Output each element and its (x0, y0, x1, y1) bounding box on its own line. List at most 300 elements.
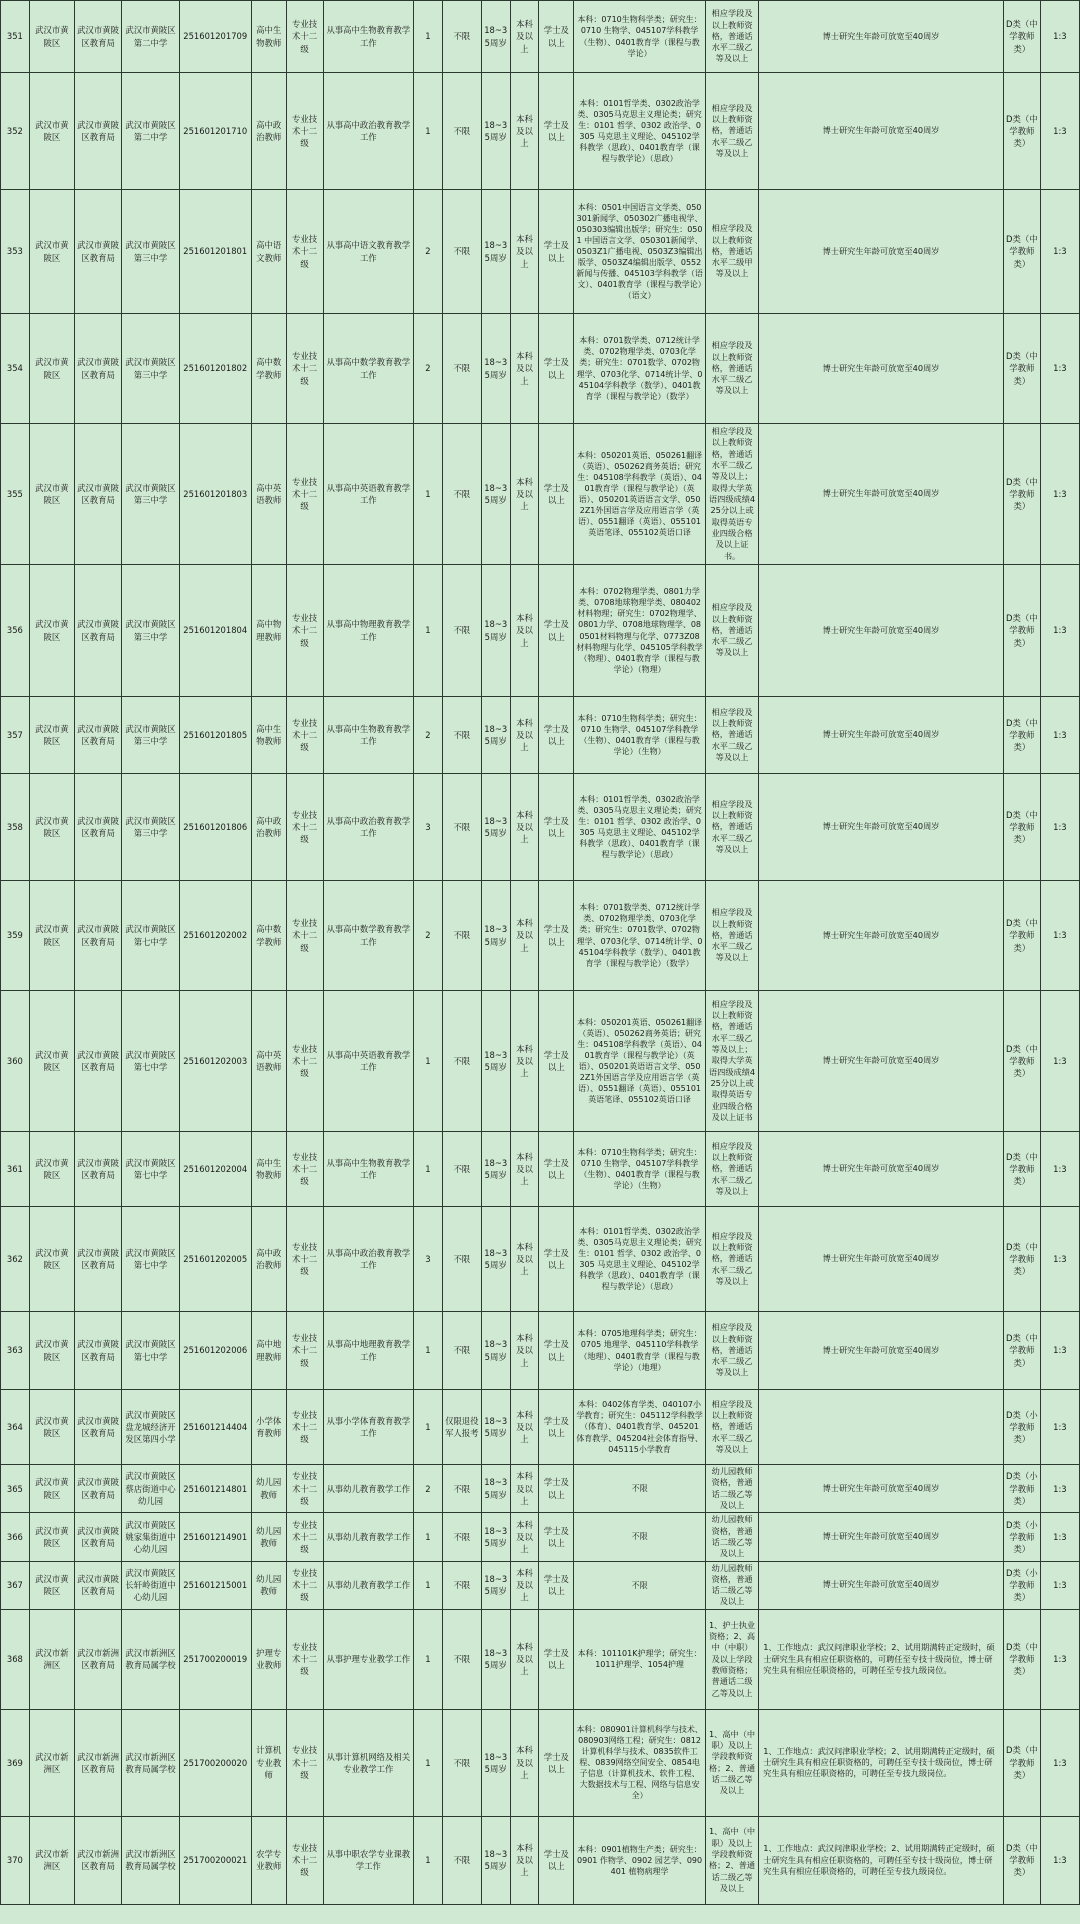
employer-unit-cell: 武汉市黄陂区第二中学 (122, 1, 180, 73)
qualification-cell: 相应学段及以上教师资格，普通话水平二级乙等及以上 (705, 881, 758, 991)
qualification-cell: 相应学段及以上教师资格，普通话水平二级乙等及以上；取得大学英语四级成绩425分以上或取得英语专业四级合格及以上证书 (705, 991, 758, 1132)
employer-unit-cell: 武汉市黄陂区第三中学 (122, 565, 180, 697)
education-requirement-cell: 本科及以上 (510, 1561, 539, 1609)
employer-unit-cell: 武汉市黄陂区第七中学 (122, 991, 180, 1132)
job-duty-cell: 从事高中地理教育教学工作 (323, 1312, 413, 1390)
job-duty-cell: 从事高中语文教育教学工作 (323, 190, 413, 314)
remarks-cell: 博士研究生年龄可放宽至40周岁 (759, 774, 1004, 881)
exam-category-cell: D类（中学教师类） (1003, 1, 1040, 73)
position-code-cell: 251601201805 (179, 697, 251, 774)
education-requirement-cell: 本科及以上 (510, 565, 539, 697)
table-row (1, 1513, 1080, 1561)
position-code-cell: 251601214901 (179, 1513, 251, 1561)
position-name-cell: 小学体育教师 (251, 1390, 286, 1465)
headcount-cell: 1 (414, 565, 443, 697)
employer-unit-cell: 武汉市黄陂区第三中学 (122, 190, 180, 314)
job-duty-cell: 从事幼儿教育教学工作 (323, 1465, 413, 1513)
headcount-cell: 1 (414, 1561, 443, 1609)
department-cell: 武汉市黄陂区教育局 (74, 774, 121, 881)
row-number-cell: 360 (1, 991, 30, 1132)
department-cell: 武汉市黄陂区教育局 (74, 697, 121, 774)
headcount-cell: 1 (414, 1132, 443, 1207)
interview-ratio-cell: 1:3 (1040, 565, 1079, 697)
remarks-cell: 1、工作地点：武汉问津职业学校；2、试用期满转正定级时，硕士研究生具有相应任职资格的，可聘任至专技十级岗位，博士研究生具有相应任职资格的，可聘任至专技九级岗位。 (759, 1816, 1004, 1904)
interview-ratio-cell: 1:3 (1040, 1561, 1079, 1609)
row-number-cell: 353 (1, 190, 30, 314)
position-level-cell: 专业技术十二级 (286, 565, 323, 697)
degree-requirement-cell: 学士及以上 (539, 1207, 574, 1312)
education-requirement-cell: 本科及以上 (510, 991, 539, 1132)
region-cell: 武汉市黄陂区 (29, 565, 74, 697)
department-cell: 武汉市黄陂区教育局 (74, 190, 121, 314)
table-row (1, 565, 1080, 697)
major-requirement-cell: 本科：0101哲学类、0302政治学类、0305马克思主义理论类；研究生：0101 哲学、0302 政治学、0305 马克思主义理论、045102学科教学（思政）、0401教育学（课程与教学论）（思政） (574, 1207, 706, 1312)
remarks-cell: 博士研究生年龄可放宽至40周岁 (759, 73, 1004, 190)
degree-requirement-cell: 学士及以上 (539, 774, 574, 881)
major-requirement-cell: 本科：080901计算机科学与技术、080903网络工程；研究生：0812计算机科学与技术、0835软件工程、0839网络空间安全、0854电子信息（计算机技术、软件工程、大数据技术与工程、网络与信息安全） (574, 1709, 706, 1816)
interview-ratio-cell: 1:3 (1040, 1, 1079, 73)
remarks-cell: 博士研究生年龄可放宽至40周岁 (759, 565, 1004, 697)
position-name-cell: 高中政治教师 (251, 73, 286, 190)
region-cell: 武汉市黄陂区 (29, 774, 74, 881)
job-duty-cell: 从事护理专业教学工作 (323, 1609, 413, 1709)
applicant-target-cell: 仅限退役军人报考 (442, 1390, 481, 1465)
interview-ratio-cell: 1:3 (1040, 774, 1079, 881)
row-number-cell: 357 (1, 697, 30, 774)
interview-ratio-cell: 1:3 (1040, 1390, 1079, 1465)
interview-ratio-cell: 1:3 (1040, 881, 1079, 991)
applicant-target-cell: 不限 (442, 314, 481, 424)
position-level-cell: 专业技术十二级 (286, 991, 323, 1132)
degree-requirement-cell: 学士及以上 (539, 1561, 574, 1609)
table-row (1, 1390, 1080, 1465)
region-cell: 武汉市黄陂区 (29, 1561, 74, 1609)
job-duty-cell: 从事高中生物教育教学工作 (323, 1132, 413, 1207)
job-duty-cell: 从事高中政治教育教学工作 (323, 1207, 413, 1312)
remarks-cell: 博士研究生年龄可放宽至40周岁 (759, 1561, 1004, 1609)
headcount-cell: 1 (414, 1609, 443, 1709)
position-name-cell: 高中英语教师 (251, 991, 286, 1132)
exam-category-cell: D类（中学教师类） (1003, 73, 1040, 190)
age-requirement-cell: 18~35周岁 (481, 1207, 510, 1312)
degree-requirement-cell: 学士及以上 (539, 1513, 574, 1561)
job-duty-cell: 从事高中生物教育教学工作 (323, 697, 413, 774)
remarks-cell (759, 1390, 1004, 1465)
education-requirement-cell: 本科及以上 (510, 1390, 539, 1465)
remarks-cell: 博士研究生年龄可放宽至40周岁 (759, 991, 1004, 1132)
position-level-cell: 专业技术十二级 (286, 1513, 323, 1561)
major-requirement-cell: 本科：0710生物科学类；研究生：0710 生物学、045107学科教学（生物）、0401教育学（课程与教学论）（生物） (574, 697, 706, 774)
applicant-target-cell: 不限 (442, 1709, 481, 1816)
major-requirement-cell: 本科：0101哲学类、0302政治学类、0305马克思主义理论类；研究生：0101 哲学、0302 政治学、0305 马克思主义理论、045102学科教学（思政）、0401教育学（课程与教学论）（思政） (574, 73, 706, 190)
qualification-cell: 相应学段及以上教师资格，普通话水平二级乙等及以上 (705, 697, 758, 774)
degree-requirement-cell: 学士及以上 (539, 1390, 574, 1465)
age-requirement-cell: 18~35周岁 (481, 1465, 510, 1513)
position-name-cell: 高中地理教师 (251, 1312, 286, 1390)
position-code-cell: 251601201804 (179, 565, 251, 697)
degree-requirement-cell: 学士及以上 (539, 1709, 574, 1816)
exam-category-cell: D类（小学教师类） (1003, 1390, 1040, 1465)
row-number-cell: 369 (1, 1709, 30, 1816)
age-requirement-cell: 18~35周岁 (481, 424, 510, 565)
table-row (1, 697, 1080, 774)
position-level-cell: 专业技术十二级 (286, 1609, 323, 1709)
education-requirement-cell: 本科及以上 (510, 1312, 539, 1390)
exam-category-cell: D类（中学教师类） (1003, 314, 1040, 424)
age-requirement-cell: 18~35周岁 (481, 1709, 510, 1816)
interview-ratio-cell: 1:3 (1040, 424, 1079, 565)
qualification-cell: 1、高中（中职）及以上学段教师资格；2、普通话二级乙等及以上 (705, 1816, 758, 1904)
major-requirement-cell: 本科：0402体育学类、040107小学教育；研究生：045112学科教学（体育）、0401教育学、045201体育教学、045204社会体育指导、045115小学教育 (574, 1390, 706, 1465)
headcount-cell: 1 (414, 1390, 443, 1465)
education-requirement-cell: 本科及以上 (510, 190, 539, 314)
employer-unit-cell: 武汉市黄陂区第七中学 (122, 881, 180, 991)
row-number-cell: 368 (1, 1609, 30, 1709)
position-name-cell: 幼儿园教师 (251, 1513, 286, 1561)
age-requirement-cell: 18~35周岁 (481, 774, 510, 881)
interview-ratio-cell: 1:3 (1040, 1609, 1079, 1709)
position-level-cell: 专业技术十二级 (286, 774, 323, 881)
major-requirement-cell: 本科：0710生物科学类；研究生：0710 生物学、045107学科教学（生物）、0401教育学（课程与教学论） (574, 1, 706, 73)
position-name-cell: 高中数学教师 (251, 881, 286, 991)
position-name-cell: 高中语文教师 (251, 190, 286, 314)
employer-unit-cell: 武汉市新洲区教育局属学校 (122, 1709, 180, 1816)
applicant-target-cell: 不限 (442, 697, 481, 774)
position-level-cell: 专业技术十二级 (286, 1390, 323, 1465)
position-code-cell: 251601214801 (179, 1465, 251, 1513)
table-row (1, 1816, 1080, 1904)
exam-category-cell: D类（小学教师类） (1003, 1561, 1040, 1609)
major-requirement-cell: 不限 (574, 1513, 706, 1561)
row-number-cell: 359 (1, 881, 30, 991)
employer-unit-cell: 武汉市黄陂区长轩岭街道中心幼儿园 (122, 1561, 180, 1609)
position-name-cell: 计算机专业教师 (251, 1709, 286, 1816)
remarks-cell: 博士研究生年龄可放宽至40周岁 (759, 1312, 1004, 1390)
education-requirement-cell: 本科及以上 (510, 1, 539, 73)
row-number-cell: 365 (1, 1465, 30, 1513)
position-name-cell: 高中政治教师 (251, 774, 286, 881)
exam-category-cell: D类（中学教师类） (1003, 1816, 1040, 1904)
employer-unit-cell: 武汉市黄陂区蔡店街道中心幼儿园 (122, 1465, 180, 1513)
region-cell: 武汉市黄陂区 (29, 1513, 74, 1561)
exam-category-cell: D类（中学教师类） (1003, 190, 1040, 314)
applicant-target-cell: 不限 (442, 1816, 481, 1904)
position-level-cell: 专业技术十二级 (286, 1816, 323, 1904)
position-name-cell: 幼儿园教师 (251, 1465, 286, 1513)
row-number-cell: 356 (1, 565, 30, 697)
employer-unit-cell: 武汉市黄陂区姚家集街道中心幼儿园 (122, 1513, 180, 1561)
qualification-cell: 相应学段及以上教师资格，普通话水平二级甲等及以上 (705, 190, 758, 314)
position-level-cell: 专业技术十二级 (286, 881, 323, 991)
table-row (1, 1312, 1080, 1390)
row-number-cell: 363 (1, 1312, 30, 1390)
row-number-cell: 351 (1, 1, 30, 73)
position-level-cell: 专业技术十二级 (286, 190, 323, 314)
region-cell: 武汉市新洲区 (29, 1709, 74, 1816)
applicant-target-cell: 不限 (442, 1465, 481, 1513)
remarks-cell: 博士研究生年龄可放宽至40周岁 (759, 1465, 1004, 1513)
applicant-target-cell: 不限 (442, 774, 481, 881)
table-row (1, 314, 1080, 424)
applicant-target-cell: 不限 (442, 881, 481, 991)
region-cell: 武汉市新洲区 (29, 1816, 74, 1904)
job-duty-cell: 从事幼儿教育教学工作 (323, 1513, 413, 1561)
major-requirement-cell: 不限 (574, 1561, 706, 1609)
headcount-cell: 1 (414, 424, 443, 565)
exam-category-cell: D类（中学教师类） (1003, 1207, 1040, 1312)
degree-requirement-cell: 学士及以上 (539, 314, 574, 424)
region-cell: 武汉市黄陂区 (29, 1207, 74, 1312)
department-cell: 武汉市新洲区教育局 (74, 1709, 121, 1816)
employer-unit-cell: 武汉市新洲区教育局属学校 (122, 1816, 180, 1904)
position-code-cell: 251601201802 (179, 314, 251, 424)
applicant-target-cell: 不限 (442, 1312, 481, 1390)
job-duty-cell: 从事高中英语教育教学工作 (323, 991, 413, 1132)
applicant-target-cell: 不限 (442, 1, 481, 73)
position-level-cell: 专业技术十二级 (286, 1561, 323, 1609)
exam-category-cell: D类（中学教师类） (1003, 991, 1040, 1132)
age-requirement-cell: 18~35周岁 (481, 314, 510, 424)
headcount-cell: 1 (414, 73, 443, 190)
qualification-cell: 相应学段及以上教师资格，普通话水平二级乙等及以上 (705, 1312, 758, 1390)
position-level-cell: 专业技术十二级 (286, 424, 323, 565)
age-requirement-cell: 18~35周岁 (481, 1561, 510, 1609)
department-cell: 武汉市黄陂区教育局 (74, 314, 121, 424)
qualification-cell: 1、高中（中职）及以上学段教师资格；2、普通话二级乙等及以上 (705, 1709, 758, 1816)
employer-unit-cell: 武汉市新洲区教育局属学校 (122, 1609, 180, 1709)
major-requirement-cell: 本科：0702物理学类、0801力学类、0708地球物理学类、080402材料物理；研究生：0702物理学、0801力学、0708地球物理学、080501材料物理与化学、0773Z08材料物理与化学、045105学科教学（物理）、0401教育学（课程与教学论）（物理） (574, 565, 706, 697)
department-cell: 武汉市黄陂区教育局 (74, 73, 121, 190)
row-number-cell: 355 (1, 424, 30, 565)
education-requirement-cell: 本科及以上 (510, 1513, 539, 1561)
headcount-cell: 1 (414, 1513, 443, 1561)
row-number-cell: 364 (1, 1390, 30, 1465)
department-cell: 武汉市黄陂区教育局 (74, 1132, 121, 1207)
major-requirement-cell: 本科：0701数学类、0712统计学类、0702物理学类、0703化学类；研究生：0701数学、0702物理学、0703化学、0714统计学、045104学科教学（数学）、0401教育学（课程与教学论）（数学） (574, 881, 706, 991)
education-requirement-cell: 本科及以上 (510, 314, 539, 424)
degree-requirement-cell: 学士及以上 (539, 881, 574, 991)
remarks-cell: 博士研究生年龄可放宽至40周岁 (759, 697, 1004, 774)
position-name-cell: 高中生物教师 (251, 1132, 286, 1207)
position-code-cell: 251601201710 (179, 73, 251, 190)
remarks-cell: 博士研究生年龄可放宽至40周岁 (759, 1132, 1004, 1207)
department-cell: 武汉市黄陂区教育局 (74, 565, 121, 697)
region-cell: 武汉市黄陂区 (29, 314, 74, 424)
age-requirement-cell: 18~35周岁 (481, 1609, 510, 1709)
age-requirement-cell: 18~35周岁 (481, 190, 510, 314)
position-code-cell: 251601202003 (179, 991, 251, 1132)
headcount-cell: 2 (414, 697, 443, 774)
qualification-cell: 相应学段及以上教师资格，普通话水平二级乙等及以上 (705, 565, 758, 697)
qualification-cell: 相应学段及以上教师资格，普通话水平二级乙等及以上 (705, 774, 758, 881)
applicant-target-cell: 不限 (442, 73, 481, 190)
age-requirement-cell: 18~35周岁 (481, 991, 510, 1132)
exam-category-cell: D类（中学教师类） (1003, 697, 1040, 774)
interview-ratio-cell: 1:3 (1040, 1816, 1079, 1904)
applicant-target-cell: 不限 (442, 565, 481, 697)
major-requirement-cell: 不限 (574, 1465, 706, 1513)
qualification-cell: 相应学段及以上教师资格，普通话水平二级乙等及以上 (705, 73, 758, 190)
interview-ratio-cell: 1:3 (1040, 1513, 1079, 1561)
row-number-cell: 366 (1, 1513, 30, 1561)
age-requirement-cell: 18~35周岁 (481, 565, 510, 697)
age-requirement-cell: 18~35周岁 (481, 1132, 510, 1207)
position-name-cell: 幼儿园教师 (251, 1561, 286, 1609)
job-duty-cell: 从事计算机网络及相关专业教学工作 (323, 1709, 413, 1816)
exam-category-cell: D类（中学教师类） (1003, 881, 1040, 991)
interview-ratio-cell: 1:3 (1040, 190, 1079, 314)
applicant-target-cell: 不限 (442, 190, 481, 314)
age-requirement-cell: 18~35周岁 (481, 1513, 510, 1561)
degree-requirement-cell: 学士及以上 (539, 1, 574, 73)
position-code-cell: 251601201803 (179, 424, 251, 565)
position-code-cell: 251601202006 (179, 1312, 251, 1390)
age-requirement-cell: 18~35周岁 (481, 1, 510, 73)
degree-requirement-cell: 学士及以上 (539, 424, 574, 565)
region-cell: 武汉市黄陂区 (29, 991, 74, 1132)
remarks-cell: 博士研究生年龄可放宽至40周岁 (759, 881, 1004, 991)
department-cell: 武汉市黄陂区教育局 (74, 1312, 121, 1390)
interview-ratio-cell: 1:3 (1040, 1312, 1079, 1390)
department-cell: 武汉市黄陂区教育局 (74, 1465, 121, 1513)
position-name-cell: 高中生物教师 (251, 1, 286, 73)
position-code-cell: 251700200021 (179, 1816, 251, 1904)
interview-ratio-cell: 1:3 (1040, 1465, 1079, 1513)
job-duty-cell: 从事高中政治教育教学工作 (323, 774, 413, 881)
position-code-cell: 251700200020 (179, 1709, 251, 1816)
table-row (1, 1207, 1080, 1312)
interview-ratio-cell: 1:3 (1040, 1207, 1079, 1312)
degree-requirement-cell: 学士及以上 (539, 1465, 574, 1513)
major-requirement-cell: 本科：0901植物生产类；研究生：0901 作物学、0902 园艺学、090401 植物病理学 (574, 1816, 706, 1904)
major-requirement-cell: 本科：0701数学类、0712统计学类、0702物理学类、0703化学类；研究生：0701数学、0702物理学、0703化学、0714统计学、045104学科教学（数学）、0401教育学（课程与教学论）（数学） (574, 314, 706, 424)
table-row (1, 1609, 1080, 1709)
table-row (1, 1709, 1080, 1816)
employer-unit-cell: 武汉市黄陂区第二中学 (122, 73, 180, 190)
table-row (1, 881, 1080, 991)
table-row (1, 190, 1080, 314)
region-cell: 武汉市黄陂区 (29, 1, 74, 73)
degree-requirement-cell: 学士及以上 (539, 1132, 574, 1207)
remarks-cell: 博士研究生年龄可放宽至40周岁 (759, 1513, 1004, 1561)
qualification-cell: 相应学段及以上教师资格，普通话水平二级乙等及以上 (705, 1390, 758, 1465)
applicant-target-cell: 不限 (442, 1207, 481, 1312)
age-requirement-cell: 18~35周岁 (481, 73, 510, 190)
job-duty-cell: 从事高中数学教育教学工作 (323, 881, 413, 991)
education-requirement-cell: 本科及以上 (510, 1207, 539, 1312)
region-cell: 武汉市新洲区 (29, 1609, 74, 1709)
headcount-cell: 3 (414, 1207, 443, 1312)
employer-unit-cell: 武汉市黄陂区第七中学 (122, 1132, 180, 1207)
interview-ratio-cell: 1:3 (1040, 991, 1079, 1132)
row-number-cell: 370 (1, 1816, 30, 1904)
department-cell: 武汉市黄陂区教育局 (74, 424, 121, 565)
position-code-cell: 251601202004 (179, 1132, 251, 1207)
remarks-cell: 1、工作地点：武汉问津职业学校；2、试用期满转正定级时，硕士研究生具有相应任职资格的，可聘任至专技十级岗位，博士研究生具有相应任职资格的，可聘任至专技九级岗位。 (759, 1709, 1004, 1816)
age-requirement-cell: 18~35周岁 (481, 1390, 510, 1465)
exam-category-cell: D类（中学教师类） (1003, 1709, 1040, 1816)
major-requirement-cell: 本科：050201英语、050261翻译（英语）、050262商务英语；研究生：045108学科教学（英语）、0401教育学（课程与教学论）（英语）、050201英语语言文学、0502Z1外国语言学及应用语言学（英语）、0551翻译（英语）、055101英语笔译、055102英语口译 (574, 991, 706, 1132)
remarks-cell: 1、工作地点：武汉问津职业学校；2、试用期满转正定级时，硕士研究生具有相应任职资格的，可聘任至专技十级岗位，博士研究生具有相应任职资格的，可聘任至专技九级岗位。 (759, 1609, 1004, 1709)
employer-unit-cell: 武汉市黄陂区第三中学 (122, 424, 180, 565)
table-row (1, 991, 1080, 1132)
remarks-cell: 博士研究生年龄可放宽至40周岁 (759, 314, 1004, 424)
job-duty-cell: 从事高中生物教育教学工作 (323, 1, 413, 73)
department-cell: 武汉市黄陂区教育局 (74, 1561, 121, 1609)
department-cell: 武汉市黄陂区教育局 (74, 1513, 121, 1561)
remarks-cell: 博士研究生年龄可放宽至40周岁 (759, 1, 1004, 73)
position-level-cell: 专业技术十二级 (286, 1132, 323, 1207)
table-row (1, 1132, 1080, 1207)
position-level-cell: 专业技术十二级 (286, 1312, 323, 1390)
row-number-cell: 367 (1, 1561, 30, 1609)
employer-unit-cell: 武汉市黄陂区第七中学 (122, 1312, 180, 1390)
department-cell: 武汉市黄陂区教育局 (74, 1390, 121, 1465)
degree-requirement-cell: 学士及以上 (539, 991, 574, 1132)
headcount-cell: 2 (414, 314, 443, 424)
region-cell: 武汉市黄陂区 (29, 190, 74, 314)
job-duty-cell: 从事高中政治教育教学工作 (323, 73, 413, 190)
position-level-cell: 专业技术十二级 (286, 1, 323, 73)
education-requirement-cell: 本科及以上 (510, 73, 539, 190)
age-requirement-cell: 18~35周岁 (481, 697, 510, 774)
employer-unit-cell: 武汉市黄陂区第三中学 (122, 774, 180, 881)
department-cell: 武汉市黄陂区教育局 (74, 991, 121, 1132)
applicant-target-cell: 不限 (442, 1561, 481, 1609)
department-cell: 武汉市黄陂区教育局 (74, 881, 121, 991)
degree-requirement-cell: 学士及以上 (539, 1816, 574, 1904)
education-requirement-cell: 本科及以上 (510, 697, 539, 774)
position-level-cell: 专业技术十二级 (286, 1207, 323, 1312)
applicant-target-cell: 不限 (442, 1609, 481, 1709)
position-name-cell: 高中物理教师 (251, 565, 286, 697)
headcount-cell: 2 (414, 881, 443, 991)
education-requirement-cell: 本科及以上 (510, 1132, 539, 1207)
degree-requirement-cell: 学士及以上 (539, 1609, 574, 1709)
job-duty-cell: 从事中职农学专业课教学工作 (323, 1816, 413, 1904)
major-requirement-cell: 本科：101101K护理学；研究生：1011护理学、1054护理 (574, 1609, 706, 1709)
qualification-cell: 幼儿园教师资格，普通话二级乙等及以上 (705, 1561, 758, 1609)
employer-unit-cell: 武汉市黄陂区第三中学 (122, 697, 180, 774)
qualification-cell: 幼儿园教师资格，普通话二级乙等及以上 (705, 1513, 758, 1561)
job-duty-cell: 从事高中数学教育教学工作 (323, 314, 413, 424)
row-number-cell: 361 (1, 1132, 30, 1207)
qualification-cell: 相应学段及以上教师资格，普通话水平二级乙等及以上 (705, 1132, 758, 1207)
age-requirement-cell: 18~35周岁 (481, 1312, 510, 1390)
exam-category-cell: D类（中学教师类） (1003, 1609, 1040, 1709)
table-row (1, 1561, 1080, 1609)
region-cell: 武汉市黄陂区 (29, 697, 74, 774)
region-cell: 武汉市黄陂区 (29, 1132, 74, 1207)
position-code-cell: 251601215001 (179, 1561, 251, 1609)
qualification-cell: 相应学段及以上教师资格，普通话水平二级乙等及以上 (705, 314, 758, 424)
degree-requirement-cell: 学士及以上 (539, 190, 574, 314)
education-requirement-cell: 本科及以上 (510, 424, 539, 565)
position-level-cell: 专业技术十二级 (286, 73, 323, 190)
headcount-cell: 1 (414, 1312, 443, 1390)
job-duty-cell: 从事高中英语教育教学工作 (323, 424, 413, 565)
major-requirement-cell: 本科：050201英语、050261翻译（英语）、050262商务英语；研究生：045108学科教学（英语）、0401教育学（课程与教学论）（英语）、050201英语语言文学、0502Z1外国语言学及应用语言学（英语）、0551翻译（英语）、055101英语笔译、055102英语口译 (574, 424, 706, 565)
education-requirement-cell: 本科及以上 (510, 1465, 539, 1513)
degree-requirement-cell: 学士及以上 (539, 1312, 574, 1390)
position-code-cell: 251601202002 (179, 881, 251, 991)
interview-ratio-cell: 1:3 (1040, 1132, 1079, 1207)
job-duty-cell: 从事小学体育教育教学工作 (323, 1390, 413, 1465)
exam-category-cell: D类（中学教师类） (1003, 424, 1040, 565)
exam-category-cell: D类（小学教师类） (1003, 1513, 1040, 1561)
education-requirement-cell: 本科及以上 (510, 774, 539, 881)
exam-category-cell: D类（中学教师类） (1003, 1312, 1040, 1390)
